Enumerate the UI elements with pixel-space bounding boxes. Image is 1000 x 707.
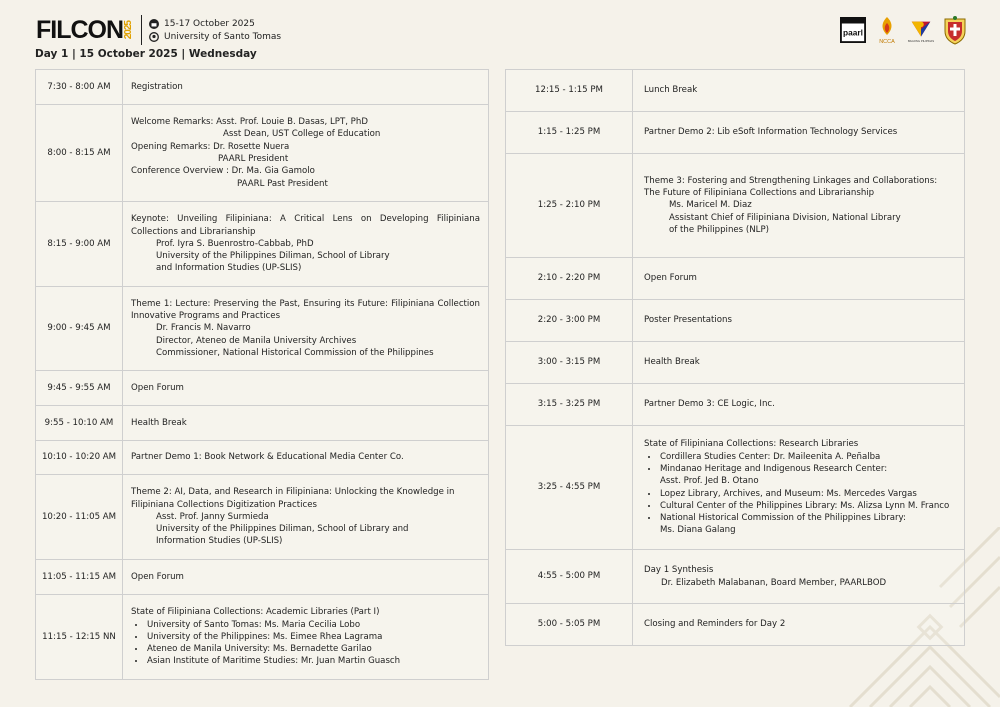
time-cell: 1:25 - 2:10 PM xyxy=(506,154,633,258)
time-cell: 10:20 - 11:05 AM xyxy=(36,475,123,560)
paarl-logo xyxy=(840,15,866,45)
table-row xyxy=(506,342,965,384)
time-cell: 12:15 - 1:15 PM xyxy=(506,70,633,112)
time-cell: 9:45 - 9:55 AM xyxy=(36,371,123,406)
event-meta xyxy=(149,19,281,42)
list-item: • University of the Philippines: Ms. Eimee Rhea Lagrama xyxy=(146,631,480,643)
table-row xyxy=(506,384,965,426)
activity-cell: Theme 2: AI, Data, and Research in Filipiniana: Unlocking the Knowledge in Filipiniana Collections Digitization Practices Asst. Prof. Janny Surmieda University of the Philippines Diliman, School of Library and Information Studies (UP-SLIS) xyxy=(123,475,489,560)
list-item: • Ateneo de Manila University: Ms. Bernadette Garilao xyxy=(146,643,480,655)
event-venue: University of Santo Tomas xyxy=(164,31,282,42)
schedule-left xyxy=(35,69,489,680)
time-cell: 3:25 - 4:55 PM xyxy=(506,426,633,550)
table-row xyxy=(506,258,965,300)
activity-cell: Health Break xyxy=(123,406,489,441)
table-row xyxy=(506,300,965,342)
table-row xyxy=(506,604,965,646)
time-cell: 8:15 - 9:00 AM xyxy=(36,202,123,287)
schedule-right xyxy=(505,69,965,646)
table-row xyxy=(36,371,489,406)
time-cell: 11:15 - 12:15 NN xyxy=(36,595,123,680)
partner-logos xyxy=(840,15,968,45)
time-cell: 2:20 - 3:00 PM xyxy=(506,300,633,342)
activity-cell: Welcome Remarks: Asst. Prof. Louie B. Dasas, LPT, PhD Asst Dean, UST College of Education Opening Remarks: Dr. Rosette Nuera PAARL President Conference Overview : Dr. Ma. Gia Gamolo PAARL Past President xyxy=(123,105,489,202)
list-item: • University of Santo Tomas: Ms. Maria Cecilia Lobo xyxy=(146,619,480,631)
activity-cell: Partner Demo 3: CE Logic, Inc. xyxy=(633,384,965,426)
table-row xyxy=(36,441,489,475)
list-item: • Cordillera Studies Center: Dr. Maileenita A. Peñalba xyxy=(659,451,953,463)
time-cell: 7:30 - 8:00 AM xyxy=(36,70,123,105)
time-cell: 9:00 - 9:45 AM xyxy=(36,287,123,371)
list-item: • Lopez Library, Archives, and Museum: Ms. Mercedes Vargas xyxy=(659,488,953,500)
time-cell: 3:15 - 3:25 PM xyxy=(506,384,633,426)
table-row xyxy=(36,70,489,105)
activity-cell: Health Break xyxy=(633,342,965,384)
time-cell: 9:55 - 10:10 AM xyxy=(36,406,123,441)
table-row xyxy=(506,154,965,258)
activity-cell: Theme 3: Fostering and Strengthening Linkages and Collaborations: The Future of Filipiniana Collections and Librarianship Ms. Maricel M. Diaz Assistant Chief of Filipiniana Division, National Library of the Philippines (NLP) xyxy=(633,154,965,258)
time-cell: 1:15 - 1:25 PM xyxy=(506,112,633,154)
activity-cell: Day 1 Synthesis Dr. Elizabeth Malabanan, Board Member, PAARLBOD xyxy=(633,550,965,604)
activity-cell: Open Forum xyxy=(123,371,489,406)
ncca-logo xyxy=(874,15,900,45)
time-cell: 8:00 - 8:15 AM xyxy=(36,105,123,202)
time-cell: 3:00 - 3:15 PM xyxy=(506,342,633,384)
activity-cell: Keynote: Unveiling Filipiniana: A Critical Lens on Developing Filipiniana Collections and Librarianship Prof. Iyra S. Buenrostro-Cabbab, PhD University of the Philippines Diliman, School of Library and Information Studies (UP-SLIS) xyxy=(123,202,489,287)
table-row xyxy=(36,595,489,680)
paarl-logo-text: paarl xyxy=(843,27,863,38)
table-row xyxy=(36,105,489,202)
list-item: • National Historical Commission of the Philippines Library: Ms. Diana Galang xyxy=(659,512,953,537)
list-item: • Mindanao Heritage and Indigenous Research Center: Asst. Prof. Jed B. Otano xyxy=(659,463,953,488)
filcon-logo: FILCON 2025 xyxy=(36,15,135,44)
activity-cell: Partner Demo 1: Book Network & Educational Media Center Co. xyxy=(123,441,489,475)
table-row xyxy=(506,112,965,154)
activity-cell: Registration xyxy=(123,70,489,105)
table-row xyxy=(36,475,489,560)
bagong-pilipinas-logo-text: BAGONG PILIPINAS xyxy=(908,39,934,44)
table-row xyxy=(506,426,965,550)
activity-cell: Closing and Reminders for Day 2 xyxy=(633,604,965,646)
activity-cell: Partner Demo 2: Lib eSoft Information Technology Services xyxy=(633,112,965,154)
list-item: • Cultural Center of the Philippines Library: Ms. Alizsa Lynn M. Franco xyxy=(659,500,953,512)
table-row xyxy=(506,70,965,112)
activity-cell: Poster Presentations xyxy=(633,300,965,342)
activity-cell: Open Forum xyxy=(633,258,965,300)
bagong-pilipinas-logo xyxy=(908,15,934,45)
time-cell: 5:00 - 5:05 PM xyxy=(506,604,633,646)
table-row xyxy=(36,560,489,595)
table-row xyxy=(36,287,489,371)
bullet-list xyxy=(644,451,953,537)
table-row xyxy=(506,550,965,604)
day-title: Day 1 | 15 October 2025 | Wednesday xyxy=(35,48,257,60)
calendar-icon xyxy=(149,19,159,29)
table-row xyxy=(36,406,489,441)
header xyxy=(36,12,281,48)
time-cell: 10:10 - 10:20 AM xyxy=(36,441,123,475)
time-cell: 2:10 - 2:20 PM xyxy=(506,258,633,300)
time-cell: 11:05 - 11:15 AM xyxy=(36,560,123,595)
bullet-list xyxy=(131,619,480,668)
header-divider xyxy=(141,15,142,45)
list-item: • Asian Institute of Maritime Studies: Mr. Juan Martin Guasch xyxy=(146,655,480,667)
time-cell: 4:55 - 5:00 PM xyxy=(506,550,633,604)
table-row xyxy=(36,202,489,287)
activity-cell: Open Forum xyxy=(123,560,489,595)
activity-cell: State of Filipiniana Collections: Research Libraries • Cordillera Studies Center: Dr. Maileenita A. Peñalba • Mindanao Heritage and Indigenous Research Center: Asst. Prof. Jed B. Otano • Lopez Library, Archives, and Museum: Ms. Mercedes Vargas • Cultural Center of the Philippines Library: Ms. Alizsa Lynn M. Franco • National Historical Commission of the Philippines Library: Ms. Diana Galang xyxy=(633,426,965,550)
activity-cell: Theme 1: Lecture: Preserving the Past, Ensuring its Future: Filipiniana Collection Innovative Programs and Practices Dr. Francis M. Navarro Director, Ateneo de Manila University Archives Commissioner, National Historical Commission of the Philippines xyxy=(123,287,489,371)
event-date: 15-17 October 2025 xyxy=(164,18,255,29)
activity-cell: State of Filipiniana Collections: Academic Libraries (Part I) • University of Santo Tomas: Ms. Maria Cecilia Lobo • University of the Philippines: Ms. Eimee Rhea Lagrama • Ateneo de Manila University: Ms. Bernadette Garilao • Asian Institute of Maritime Studies: Mr. Juan Martin Guasch xyxy=(123,595,489,680)
ncca-logo-text: NCCA xyxy=(879,39,895,45)
location-icon xyxy=(149,32,159,42)
ust-seal xyxy=(942,15,968,45)
activity-cell: Lunch Break xyxy=(633,70,965,112)
